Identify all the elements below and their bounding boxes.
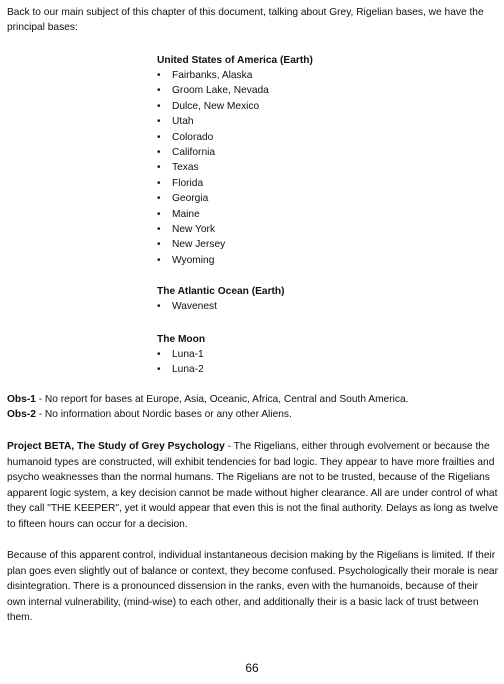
list-item: • New Jersey	[157, 237, 487, 252]
section-atlantic-ocean	[157, 284, 487, 314]
list-item: • Colorado	[157, 130, 487, 145]
list-item: • Maine	[157, 207, 487, 222]
bullet-icon: •	[157, 349, 161, 360]
list-item: • Dulce, New Mexico	[157, 99, 487, 114]
list-item: • Wavenest	[157, 299, 487, 314]
bullet-icon: •	[157, 208, 161, 220]
list-item: • Luna-2	[157, 362, 487, 377]
list-item: • Luna-1	[157, 347, 487, 362]
observation-text: - No information about Nordic bases or any other Aliens.	[35, 409, 292, 420]
bases-list	[157, 68, 487, 268]
observation-label: Obs-1	[7, 394, 36, 405]
bullet-icon: •	[157, 70, 161, 81]
bullet-icon: •	[157, 364, 161, 376]
bullet-icon: •	[157, 224, 161, 236]
bullet-icon: •	[157, 254, 161, 266]
bullet-icon: •	[157, 147, 161, 159]
intro-paragraph: Back to our main subject of this chapter of this document, talking about Grey, Rigelian bases, we have the principal bases:	[7, 7, 484, 33]
list-item: • New York	[157, 222, 487, 237]
bullet-icon: •	[157, 162, 161, 174]
bullet-icon: •	[157, 100, 161, 112]
observation-2	[7, 408, 499, 423]
section-heading: United States of America (Earth)	[157, 55, 313, 66]
section-united-states	[157, 53, 487, 268]
section-heading: The Atlantic Ocean (Earth)	[157, 286, 285, 297]
list-item: • Fairbanks, Alaska	[157, 68, 487, 83]
bullet-icon: •	[157, 239, 161, 251]
project-beta-title: Project BETA, The Study of Grey Psychology	[7, 441, 225, 452]
bases-list	[157, 347, 487, 378]
list-item: • Georgia	[157, 191, 487, 206]
section-heading: The Moon	[157, 334, 206, 345]
observation-label: Obs-2	[7, 409, 36, 420]
list-item: • Utah	[157, 114, 487, 129]
section-the-moon	[157, 332, 487, 378]
list-item: • Groom Lake, Nevada	[157, 83, 487, 98]
project-beta-text: - The Rigelians, either through evolvement or because the humanoid types are constructed, will exhibit tendencies for bad logic. They appear to have more frailties and psycho weaknesses than the normal humans. The Rigelians are not to be trusted, because of the Rigelians apparent logic system, a key decision cannot be made without higher clearance. All are under control of what they call "THE KEEPER", yet it would appear that even this is not the final authority. Delays as long as twelve to fifteen hours can occur for a decision.	[7, 441, 499, 530]
observation-1	[7, 393, 499, 408]
bullet-icon: •	[157, 116, 161, 128]
observation-text: - No report for bases at Europe, Asia, Oceanic, Africa, Central and South America.	[35, 394, 409, 405]
closing-paragraph: Because of this apparent control, individual instantaneous decision making by the Rigelians is limited. If their plan goes even slightly out of balance or context, they become confused. Psychologically their morale is near disintegration. There is a pronounced dissension in the ranks, even with the humanoids, because of their own internal vulnerability, (mind-wise) to each other, and additionally their is a basic lack of trust between them.	[7, 550, 498, 624]
bullet-icon: •	[157, 301, 161, 312]
bullet-icon: •	[157, 177, 161, 189]
project-beta-paragraph	[7, 439, 499, 533]
bullet-icon: •	[157, 85, 161, 97]
bullet-icon: •	[157, 193, 161, 205]
list-item: • California	[157, 145, 487, 160]
list-item: • Florida	[157, 176, 487, 191]
bases-list	[157, 299, 487, 314]
bullet-icon: •	[157, 131, 161, 143]
list-item: • Texas	[157, 160, 487, 175]
list-item: • Wyoming	[157, 253, 487, 268]
page-number: 66	[245, 661, 259, 675]
